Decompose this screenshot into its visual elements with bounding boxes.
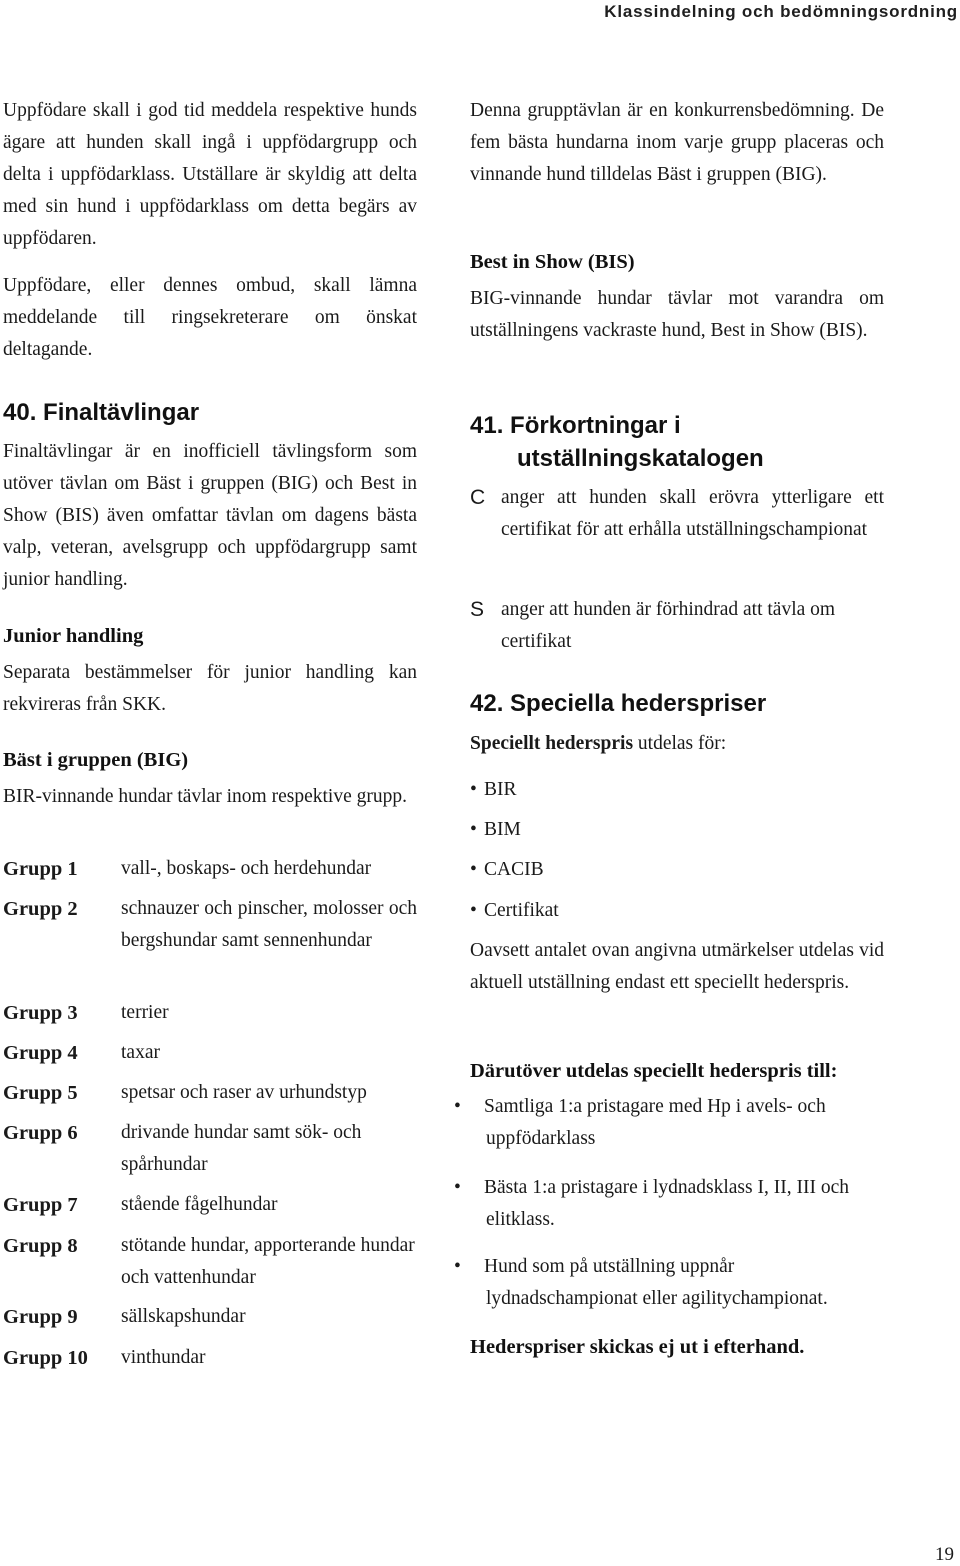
junior-handling-heading: Junior handling — [3, 625, 144, 647]
running-header: Klassindelning och bedömningsordning — [604, 2, 958, 21]
section-41-heading-line2: utställningskatalogen — [517, 445, 764, 472]
special-prize-paragraph: Oavsett antalet ovan angivna utmärkelser utdelas vid aktuell utställning endast ett speciellt hederspris. — [470, 940, 884, 993]
bullet-icon: • — [470, 900, 477, 921]
group-description: vall-, boskaps- och herdehundar — [121, 858, 372, 879]
group-description: sällskapshundar — [121, 1306, 246, 1327]
group-description: spetsar och raser av urhundstyp — [121, 1082, 367, 1103]
group-label: Grupp 6 — [3, 1122, 78, 1144]
bullet-icon: • — [454, 1177, 461, 1198]
section-40-heading: 40. Finaltävlingar — [3, 399, 200, 426]
breeder-representative-paragraph: Uppfödare, eller dennes ombud, skall lämna meddelande till ringsekreterare om önskat deltagande. — [3, 275, 417, 360]
section-41-heading: 41. Förkortningar i — [470, 412, 681, 439]
list-item — [470, 895, 884, 927]
group-label: Grupp 8 — [3, 1235, 78, 1257]
bullet-icon: • — [454, 1096, 461, 1117]
abbreviation-letter: C — [470, 486, 486, 509]
group-label: Grupp 9 — [3, 1306, 78, 1328]
group-description: drivande hundar samt sök- och spårhundar — [121, 1122, 362, 1175]
abbreviation-description: anger att hunden är förhindrad att tävla om certifikat — [501, 599, 836, 652]
group-description: vinthundar — [121, 1347, 206, 1368]
bullet-icon: • — [454, 1256, 461, 1277]
list-item — [454, 1172, 884, 1236]
list-item-text: Certifikat — [484, 900, 559, 921]
additional-prizes-heading: Därutöver utdelas speciellt hederspris till: — [470, 1060, 838, 1082]
group-label: Grupp 3 — [3, 1002, 78, 1024]
list-item-text: Samtliga 1:a pristagare med Hp i avels- och uppfödarklass — [484, 1096, 826, 1149]
breeder-notice-paragraph: Uppfödare skall i god tid meddela respektive hunds ägare att hunden skall ingå i uppfödargrupp och delta i uppfödarklass. Utställare är skyldig att delta med sin hund i uppfödarklass om detta begärs av uppfödaren. — [3, 100, 417, 249]
bullet-icon: • — [470, 859, 477, 880]
section-42-heading: 42. Speciella hederspriser — [470, 690, 767, 717]
list-item-text: Bästa 1:a pristagare i lydnadsklass I, II, III och elitklass. — [484, 1177, 849, 1230]
group-label: Grupp 10 — [3, 1347, 88, 1369]
junior-handling-paragraph: Separata bestämmelser för junior handling kan rekvireras från SKK. — [3, 662, 417, 715]
bis-heading: Best in Show (BIS) — [470, 251, 635, 273]
group-label: Grupp 2 — [3, 898, 78, 920]
list-item — [454, 1251, 884, 1315]
group-description: schnauzer och pinscher, molosser och bergshundar samt sennenhundar — [121, 898, 417, 951]
list-item — [470, 814, 884, 846]
group-competition-paragraph: Denna grupptävlan är en konkurrensbedömning. De fem bästa hundarna inom varje grupp placeras och vinnande hund tilldelas Bäst i gruppen (BIG). — [470, 100, 884, 185]
abbreviation-letter: S — [470, 598, 485, 621]
list-item — [454, 1091, 884, 1155]
group-label: Grupp 1 — [3, 858, 78, 880]
group-description: terrier — [121, 1002, 169, 1023]
group-label: Grupp 4 — [3, 1042, 78, 1064]
group-description: stående fågelhundar — [121, 1194, 278, 1215]
final-competitions-paragraph: Finaltävlingar är en inofficiell tävlingsform som utöver tävlan om Bäst i gruppen (BIG) och Best in Show (BIS) även omfattar tävlan om dagens bästa valp, veteran, avelsgrupp och uppfödargrupp samt junior handling. — [3, 441, 417, 590]
page-number: 19 — [935, 1544, 954, 1565]
group-label: Grupp 5 — [3, 1082, 78, 1104]
bis-paragraph: BIG-vinnande hundar tävlar mot varandra om utställningens vackraste hund, Best in Show (BIS). — [470, 288, 884, 341]
list-item-text: Hund som på utställning uppnår lydnadschampionat eller agilitychampionat. — [484, 1256, 828, 1309]
special-prize-lead-rest: utdelas för: — [633, 733, 727, 754]
big-paragraph: BIR-vinnande hundar tävlar inom respektive grupp. — [3, 786, 407, 807]
special-prize-lead-bold: Speciellt hederspris — [470, 733, 634, 754]
list-item-text: BIM — [484, 819, 521, 840]
bullet-icon: • — [470, 819, 477, 840]
list-item — [470, 854, 884, 886]
list-item-text: BIR — [484, 779, 517, 800]
list-item-text: CACIB — [484, 859, 544, 880]
big-heading: Bäst i gruppen (BIG) — [3, 749, 189, 771]
group-label: Grupp 7 — [3, 1194, 78, 1216]
group-description: taxar — [121, 1042, 160, 1063]
abbreviation-description: anger att hunden skall erövra ytterligare ett certifikat för att erhålla utställningschampionat — [501, 487, 884, 540]
bullet-icon: • — [470, 779, 477, 800]
list-item — [470, 774, 884, 806]
footer-note: Hederspriser skickas ej ut i efterhand. — [470, 1336, 805, 1358]
group-description: stötande hundar, apporterande hundar och vattenhundar — [121, 1235, 415, 1288]
special-prize-lead — [470, 728, 884, 760]
